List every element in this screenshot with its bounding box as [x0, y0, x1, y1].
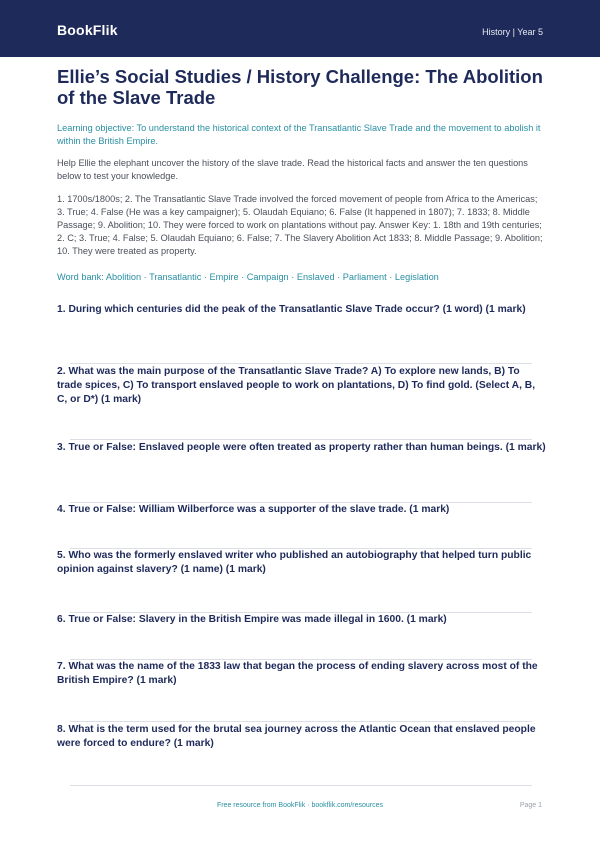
page-number: Page 1: [519, 802, 542, 809]
answer-line-2: [70, 439, 532, 440]
footer-divider: [70, 785, 532, 786]
question-4: 4. True or False: William Wilberforce was a supporter of the slave trade. (1 mark): [57, 504, 450, 515]
question-3: 3. True or False: Enslaved people were often treated as property rather than human beings. (1 mark): [57, 442, 546, 453]
subject-label: History | Year 5: [482, 27, 543, 37]
answer-line-1: [70, 363, 532, 364]
footer-link-text[interactable]: Free resource from BookFlik · bookflik.com/resources: [216, 802, 384, 809]
answer-line-7: [70, 721, 532, 722]
page-header: [0, 0, 600, 57]
intro-text: Help Ellie the elephant uncover the history of the slave trade. Read the historical facts and answer the ten questions below to test your knowledge.: [57, 158, 528, 181]
word-bank: Word bank: Abolition · Transatlantic · Empire · Campaign · Enslaved · Parliament · Legislation: [57, 272, 439, 282]
learning-objective: Learning objective: To understand the historical context of the Transatlantic Slave Trade and the movement to abolish it within the British Empire.: [57, 123, 541, 146]
question-5: 5. Who was the formerly enslaved writer who published an autobiography that helped turn public opinion against slavery? (1 name) (1 mark): [57, 550, 532, 575]
question-7: 7. What was the name of the 1833 law that began the process of ending slavery across most of the British Empire? (1 mark): [57, 661, 538, 686]
brand-logo-text: BookFlik: [57, 22, 118, 38]
question-6: 6. True or False: Slavery in the British Empire was made illegal in 1600. (1 mark): [57, 614, 447, 625]
question-1: 1. During which centuries did the peak of the Transatlantic Slave Trade occur? (1 word) (1 mark): [57, 304, 526, 315]
question-2: 2. What was the main purpose of the Transatlantic Slave Trade? A) To explore new lands, B) To trade spices, C) To transport enslaved people to work on plantations, D) To find gold. (Select A, B, C, or D*) (1 mark): [57, 366, 536, 405]
question-8: 8. What is the term used for the brutal sea journey across the Atlantic Ocean that enslaved people were forced to endure? (1 mark): [57, 724, 536, 749]
page-title: Ellie’s Social Studies / History Challenge: The Abolition of the Slave Trade: [57, 66, 543, 108]
answer-key-text: 1. 1700s/1800s; 2. The Transatlantic Slave Trade involved the forced movement of people from Africa to the Americas; 3. True; 4. False (He was a key campaigner); 5. Olaudah Equiano; 6. False (It happened in 1807); 7. 1833; 8. Middle Passage; 9. Abolition; 10. They were forced to work on plantations without pay. Answer Key: 1. 18th and 19th centuries; 2. C; 3. True; 4. False; 5. Olaudah Equiano; 6. False; 7. The Slavery Abolition Act 1833; 8. Middle Passage; 9. Abolition; 10. They were treated as property.: [57, 194, 543, 256]
